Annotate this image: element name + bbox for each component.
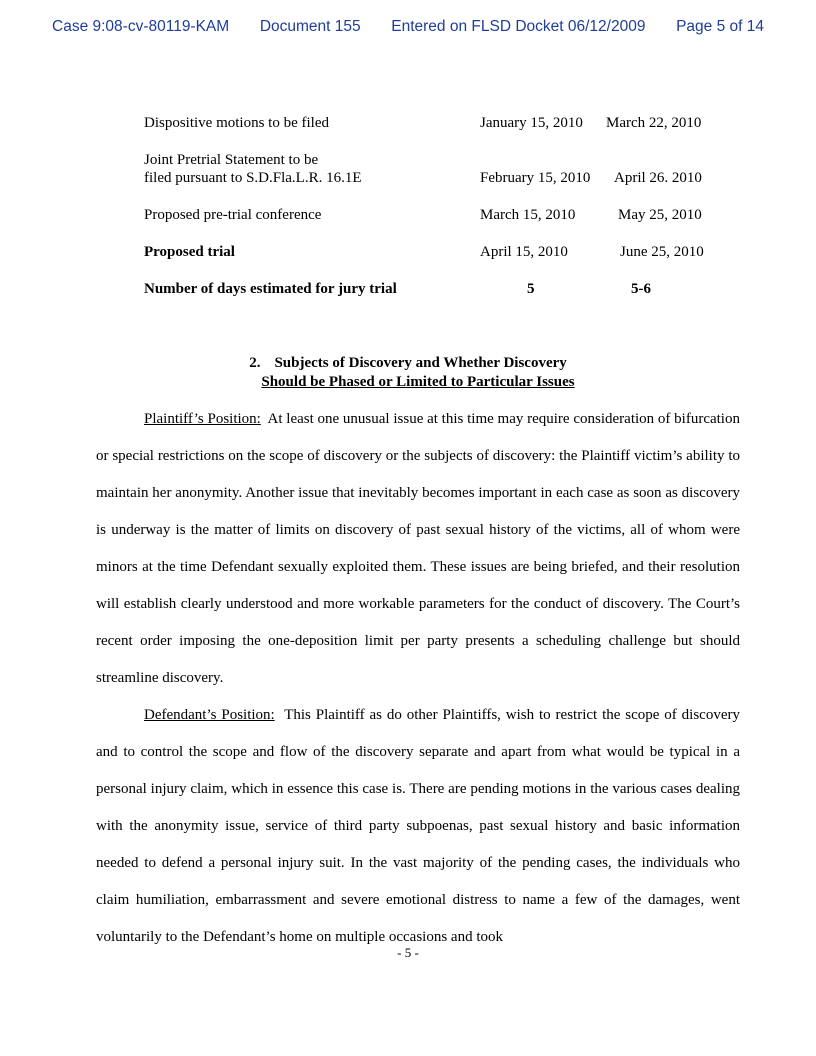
section-heading	[0, 354, 816, 392]
document-number: Document 155	[259, 18, 361, 35]
schedule-label: Joint Pretrial Statement to be	[144, 152, 319, 168]
case-number: Case 9:08-cv-80119-KAM	[52, 18, 230, 35]
schedule-label: Number of days estimated for jury trial	[144, 281, 397, 297]
plaintiff-position-label: Plaintiff’s Position:	[144, 411, 261, 427]
docket-entry: Entered on FLSD Docket 06/12/2009	[391, 18, 646, 35]
schedule-date-2: April 26. 2010	[614, 170, 702, 186]
schedule-date-1: February 15, 2010	[480, 170, 591, 186]
defendant-paragraph	[96, 697, 740, 956]
body-text	[96, 401, 740, 956]
schedule-date-1: March 15, 2010	[480, 207, 576, 223]
docket-header	[52, 18, 764, 36]
defendant-position-label: Defendant’s Position:	[144, 707, 275, 723]
schedule-label-continued: filed pursuant to S.D.Fla.L.R. 16.1E	[144, 170, 362, 186]
schedule-date-1: April 15, 2010	[480, 244, 568, 260]
schedule-date-1: 5	[527, 281, 535, 297]
plaintiff-paragraph	[96, 401, 740, 697]
section-title-line-2: Should be Phased or Limited to Particular Issues	[261, 374, 575, 390]
schedule-date-2: June 25, 2010	[620, 244, 704, 260]
plaintiff-position-text: At least one unusual issue at this time may require consideration of bifurcation or special restrictions on the scope of discovery or the subjects of discovery: the Plaintiff victim’s ability to maintain her anonymity. Another issue that inevitably becomes important in each case as soon as discovery is underway is the matter of limits on discovery of past sexual history of the victims, all of whom were minors at the time Defendant sexually exploited them. These issues are being briefed, and their resolution will establish clearly understood and more workable parameters for the conduct of discovery. The Court’s recent order imposing the one-deposition limit per party presents a scheduling challenge but should streamline discovery.	[96, 411, 740, 686]
schedule-label: Proposed trial	[144, 244, 235, 260]
section-title-line-1: Subjects of Discovery and Whether Discovery	[274, 355, 567, 371]
schedule-date-2: 5-6	[631, 281, 651, 297]
schedule-date-2: May 25, 2010	[618, 207, 702, 223]
defendant-position-text: This Plaintiff as do other Plaintiffs, wish to restrict the scope of discovery and to control the scope and flow of the discovery separate and apart from what would be typical in a personal injury claim, which in essence this case is. There are pending motions in the various cases dealing with the anonymity issue, service of third party subpoenas, past sexual history and basic information needed to defend a personal injury suit. In the vast majority of the pending cases, the individuals who claim humiliation, embarrassment and severe emotional distress to name a few of the damages, went voluntarily to the Defendant’s home on multiple occasions and took	[96, 707, 740, 945]
page-indicator: Page 5 of 14	[676, 18, 764, 35]
schedule-label: Proposed pre-trial conference	[144, 207, 322, 223]
page-number: - 5 -	[397, 945, 419, 960]
schedule-date-1: January 15, 2010	[480, 115, 583, 131]
section-number: 2.	[249, 355, 261, 371]
schedule-date-2: March 22, 2010	[606, 115, 702, 131]
schedule-label: Dispositive motions to be filed	[144, 115, 329, 131]
